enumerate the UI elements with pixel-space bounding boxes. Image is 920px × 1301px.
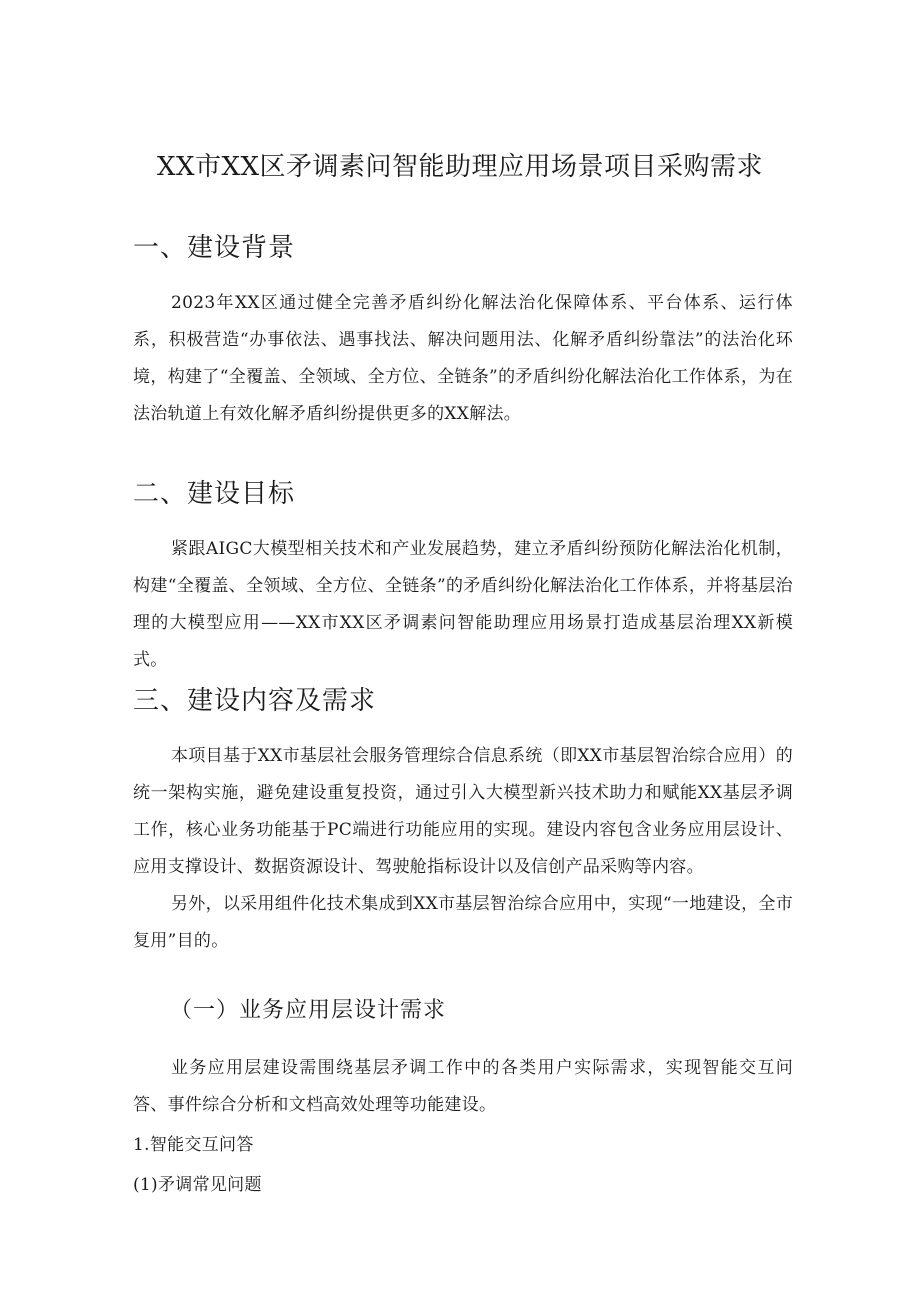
section-heading-content: 三、建设内容及需求 (133, 686, 377, 716)
list-item-common-questions: (1)矛调常见问题 (133, 1175, 262, 1195)
paragraph-background: 2023年XX区通过健全完善矛盾纠纷化解法治化保障体系、平台体系、运行体系，积极营造“办事依法、遇事找法、解决问题用法、化解矛盾纠纷靠法”的法治化环境，构建了“全覆盖、全领域、全方位、全链条”的矛盾纠纷化解法治化工作体系，为在法治轨道上有效化解矛盾纠纷提供更多的XX解法。 (133, 293, 793, 424)
subsection-heading-business-app: （一）业务应用层设计需求 (170, 998, 447, 1023)
paragraph-content-2: 另外，以采用组件化技术集成到XX市基层智治综合应用中，实现“一地建设，全市复用”目的。 (133, 894, 793, 951)
list-item-smart-qa: 1.智能交互问答 (133, 1135, 254, 1155)
paragraph-content-1: 本项目基于XX市基层社会服务管理综合信息系统（即XX市基层智治综合应用）的统一架构实施，避免建设重复投资，通过引入大模型新兴技术助力和赋能XX基层矛调工作，核心业务功能基于PC端进行功能应用的实现。建设内容包含业务应用层设计、应用支撑设计、数据资源设计、驾驶舱指标设计以及信创产品采购等内容。 (133, 746, 793, 877)
section-heading-background: 一、建设背景 (133, 233, 296, 263)
section-heading-goals: 二、建设目标 (133, 479, 296, 509)
document-title: XX市XX区矛调素问智能助理应用场景项目采购需求 (156, 152, 764, 182)
paragraph-goals: 紧跟AIGC大模型相关技术和产业发展趋势，建立矛盾纠纷预防化解法治化机制，构建“全覆盖、全领域、全方位、全链条”的矛盾纠纷化解法治化工作体系，并将基层治理的大模型应用——XX市XX区矛调素问智能助理应用场景打造成基层治理XX新模式。 (133, 539, 793, 670)
paragraph-business-app: 业务应用层建设需围绕基层矛调工作中的各类用户实际需求，实现智能交互问答、事件综合分析和文档高效处理等功能建设。 (133, 1058, 793, 1115)
